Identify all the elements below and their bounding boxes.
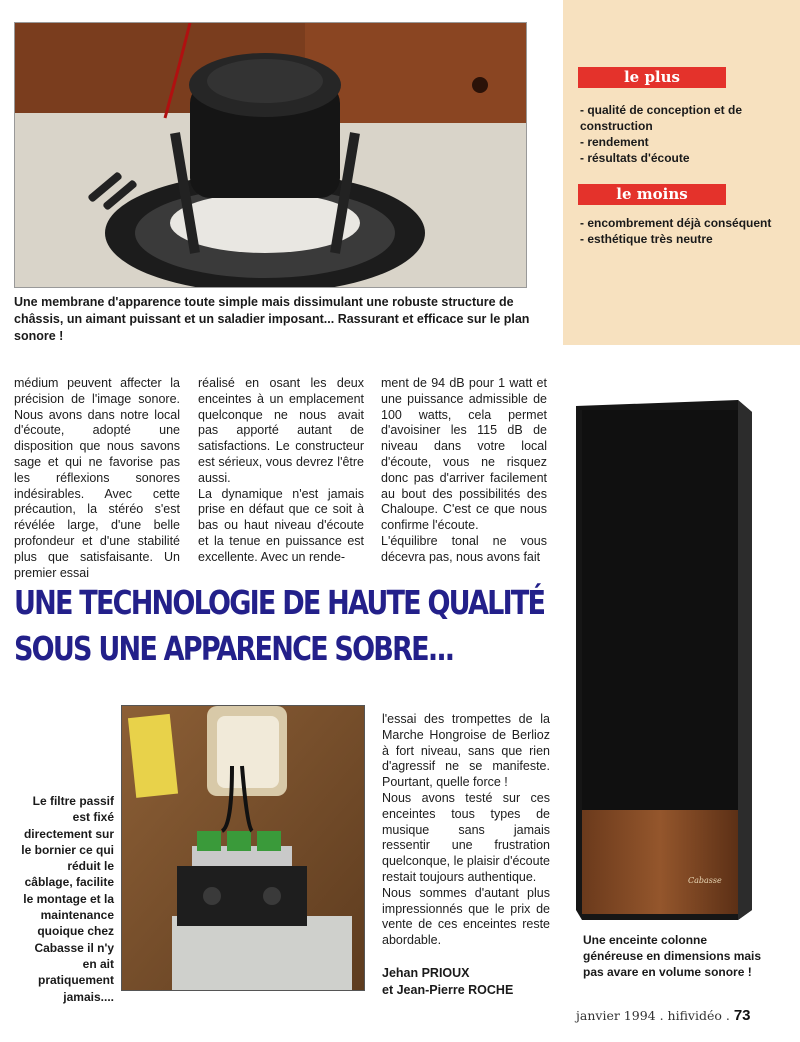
moins-item: - esthétique très neutre (580, 232, 713, 246)
author-credits (382, 965, 542, 999)
issue-label: janvier 1994 . hifividéo . (576, 1008, 730, 1023)
article-paragraph: Nous avons testé sur ces enceintes tous types de musique sans jamais ressentir une frustration quelconque, le plaisir d'écoute restait toujours authentique. (382, 790, 550, 884)
article-paragraph: réalisé en osant les deux enceintes à un emplacement quelconque ne nous avait pas apporté autant de satisfactions. Le constructeur est sérieux, vous devrez l'être aussi. (198, 376, 364, 485)
headline-line-1: UNE TECHNOLOGIE DE HAUTE QUALITÉ (14, 583, 545, 622)
plus-list (580, 102, 780, 166)
article-column-2 (198, 376, 364, 566)
author-name: Jehan PRIOUX (382, 966, 470, 980)
filter-photo-caption: Le filtre passif est fixé directement sur le bornier ce qui réduit le câblage, facilite le montage et la maintenance quoique chez Cabasse il n'y en ait pratiquement jamais.... (21, 794, 114, 1004)
sidebar-panel (563, 0, 800, 345)
plus-item: - qualité de conception et de construction (580, 103, 743, 133)
moins-list (580, 215, 780, 247)
plus-item: - résultats d'écoute (580, 151, 690, 165)
article-paragraph: L'équilibre tonal ne vous décevra pas, nous avons fait (381, 533, 547, 564)
moins-label: le moins (578, 184, 726, 205)
filter-photo (121, 705, 365, 991)
page-number: 73 (733, 1007, 751, 1024)
column-speaker-photo (570, 400, 760, 920)
article-column-1: médium peuvent affecter la précision de l'image sonore. Nous avons dans notre local d'écoute, adopté une disposition que nous savons sage et qui ne favorise pas les réflexions sonores indésirables. Avec cette précaution, la stéréo s'est révélée large, d'une belle profondeur et d'une stabilité plus que satisfaisante. Un premier essai (14, 376, 180, 580)
woofer-photo (14, 22, 527, 288)
author-name: et Jean-Pierre ROCHE (382, 983, 514, 997)
article-column-4 (382, 712, 550, 949)
article-paragraph: ment de 94 dB pour 1 watt et une puissance admissible de 100 watts, cela permet d'avoisiner les 115 dB de niveau dans votre local d'écoute, vous ne risquez donc pas d'arriver facilement au bout des possibilités des Chaloupe. C'est ce que nous confirme l'écoute. (381, 376, 547, 533)
headline-line-2: SOUS UNE APPARENCE SOBRE... (14, 629, 454, 668)
moins-item: - encombrement déjà conséquent (580, 216, 772, 230)
speaker-brand-label: Cabasse (688, 876, 722, 885)
plus-item: - rendement (580, 135, 649, 149)
article-paragraph: Nous sommes d'autant plus impressionnés que le prix de vente de ces enceintes reste abordable. (382, 885, 550, 948)
article-column-3 (381, 376, 547, 566)
plus-label: le plus (578, 67, 726, 88)
article-paragraph: l'essai des trompettes de la Marche Hongroise de Berlioz à fort niveau, sans que rien d'agressif ne se manifeste. Pourtant, quelle force ! (382, 712, 550, 790)
speaker-photo-caption: Une enceinte colonne généreuse en dimensions mais pas avare en volume sonore ! (583, 933, 762, 979)
article-paragraph: La dynamique n'est jamais prise en défaut que ce soit à bas ou haut niveau d'écoute et la tenue en puissance est excellente. Avec un rende- (198, 486, 364, 564)
page-footer (576, 1007, 751, 1024)
article-headline (14, 580, 545, 672)
top-photo-caption: Une membrane d'apparence toute simple mais dissimulant une robuste structure de châssis, un aimant puissant et un saladier imposant... Rassurant et efficace sur le plan sonore ! (14, 295, 530, 343)
